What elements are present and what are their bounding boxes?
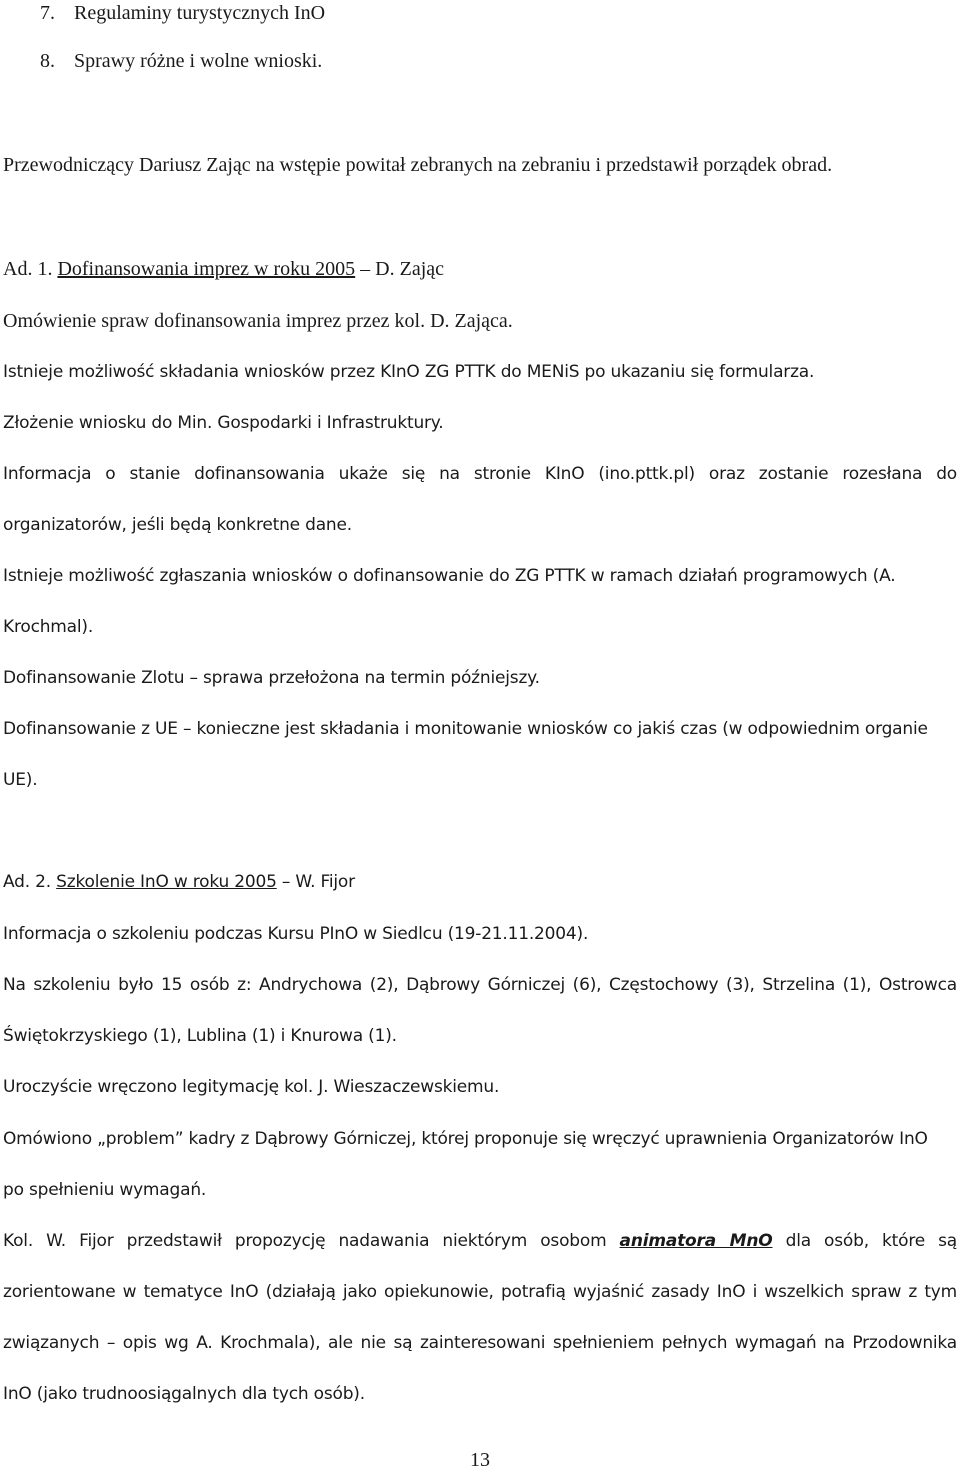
section2-line: Uroczyście wręczono legitymację kol. J. Wieszaczewskiemu. [3, 1077, 500, 1097]
section2-heading [3, 869, 355, 895]
section1-line: Dofinansowanie z UE – konieczne jest składania i monitowanie wniosków co jakiś czas (w odpowiednim organie [3, 719, 928, 739]
section1-title: Dofinansowania imprez w roku 2005 [57, 258, 356, 280]
section2-line: Świętokrzyskiego (1), Lublina (1) i Knurowa (1). [3, 1026, 397, 1046]
section1-line: Istnieje możliwość zgłaszania wniosków o dofinansowanie do ZG PTTK w ramach działań programowych (A. [3, 566, 896, 586]
section1-line: Krochmal). [3, 617, 94, 637]
agenda-item-8 [40, 48, 322, 74]
section1-line: UE). [3, 770, 38, 790]
section1-line: Dofinansowanie Zlotu – sprawa przełożona na termin późniejszy. [3, 668, 540, 688]
section1-line: Złożenie wniosku do Min. Gospodarki i Infrastruktury. [3, 413, 444, 433]
agenda-item-number: 7. [40, 2, 55, 24]
agenda-item-text: Sprawy różne i wolne wnioski. [74, 50, 323, 72]
section2-line: Na szkoleniu było 15 osób z: Andrychowa (2), Dąbrowy Górniczej (6), Częstochowy (3), Strzelina (1), Ostrowca [3, 975, 957, 995]
section2-line: Informacja o szkoleniu podczas Kursu PInO w Siedlcu (19-21.11.2004). [3, 924, 589, 944]
fijor-text-after: dla osób, które są [772, 1231, 957, 1251]
section2-line: zorientowane w tematyce InO (działają jako opiekunowie, potrafią wyjaśnić zasady InO i wszelkich spraw z tym [3, 1282, 957, 1302]
section1-heading [3, 256, 444, 282]
section1-prefix: Ad. 1. [3, 258, 58, 280]
page-number: 13 [470, 1449, 490, 1471]
intro-paragraph: Przewodniczący Dariusz Zając na wstępie powitał zebranych na zebraniu i przedstawił porządek obrad. [3, 154, 833, 176]
section2-title: Szkolenie InO w roku 2005 [56, 872, 277, 892]
section2-line: po spełnieniu wymagań. [3, 1180, 207, 1200]
section1-line: Omówienie spraw dofinansowania imprez przez kol. D. Zająca. [3, 310, 513, 332]
section1-line: organizatorów, jeśli będą konkretne dane. [3, 515, 352, 535]
section1-line: Istnieje możliwość składania wniosków przez KInO ZG PTTK do MENiS po ukazaniu się formularza. [3, 362, 815, 382]
fijor-paragraph-line [3, 1228, 957, 1254]
agenda-item-number: 8. [40, 50, 55, 72]
agenda-item-7 [40, 0, 325, 26]
section2-suffix: – W. Fijor [276, 872, 355, 892]
section2-line: Omówiono „problem” kadry z Dąbrowy Górniczej, której proponuje się wręczyć uprawnienia Organizatorów InO [3, 1129, 928, 1149]
section1-suffix: – D. Zając [355, 258, 445, 280]
section1-line: Informacja o stanie dofinansowania ukaże się na stronie KInO (ino.pttk.pl) oraz zostanie rozesłana do [3, 464, 957, 484]
fijor-text-before: Kol. W. Fijor przedstawił propozycję nadawania niektórym osobom [3, 1231, 620, 1251]
fijor-emphasis: animatora MnO [619, 1231, 773, 1251]
agenda-item-text: Regulaminy turystycznych InO [74, 2, 326, 24]
section2-line: związanych – opis wg A. Krochmala), ale nie są zainteresowani spełnieniem pełnych wymagań na Przodownika [3, 1333, 957, 1353]
section2-line: InO (jako trudnoosiągalnych dla tych osób). [3, 1384, 365, 1404]
section2-prefix: Ad. 2. [3, 872, 57, 892]
